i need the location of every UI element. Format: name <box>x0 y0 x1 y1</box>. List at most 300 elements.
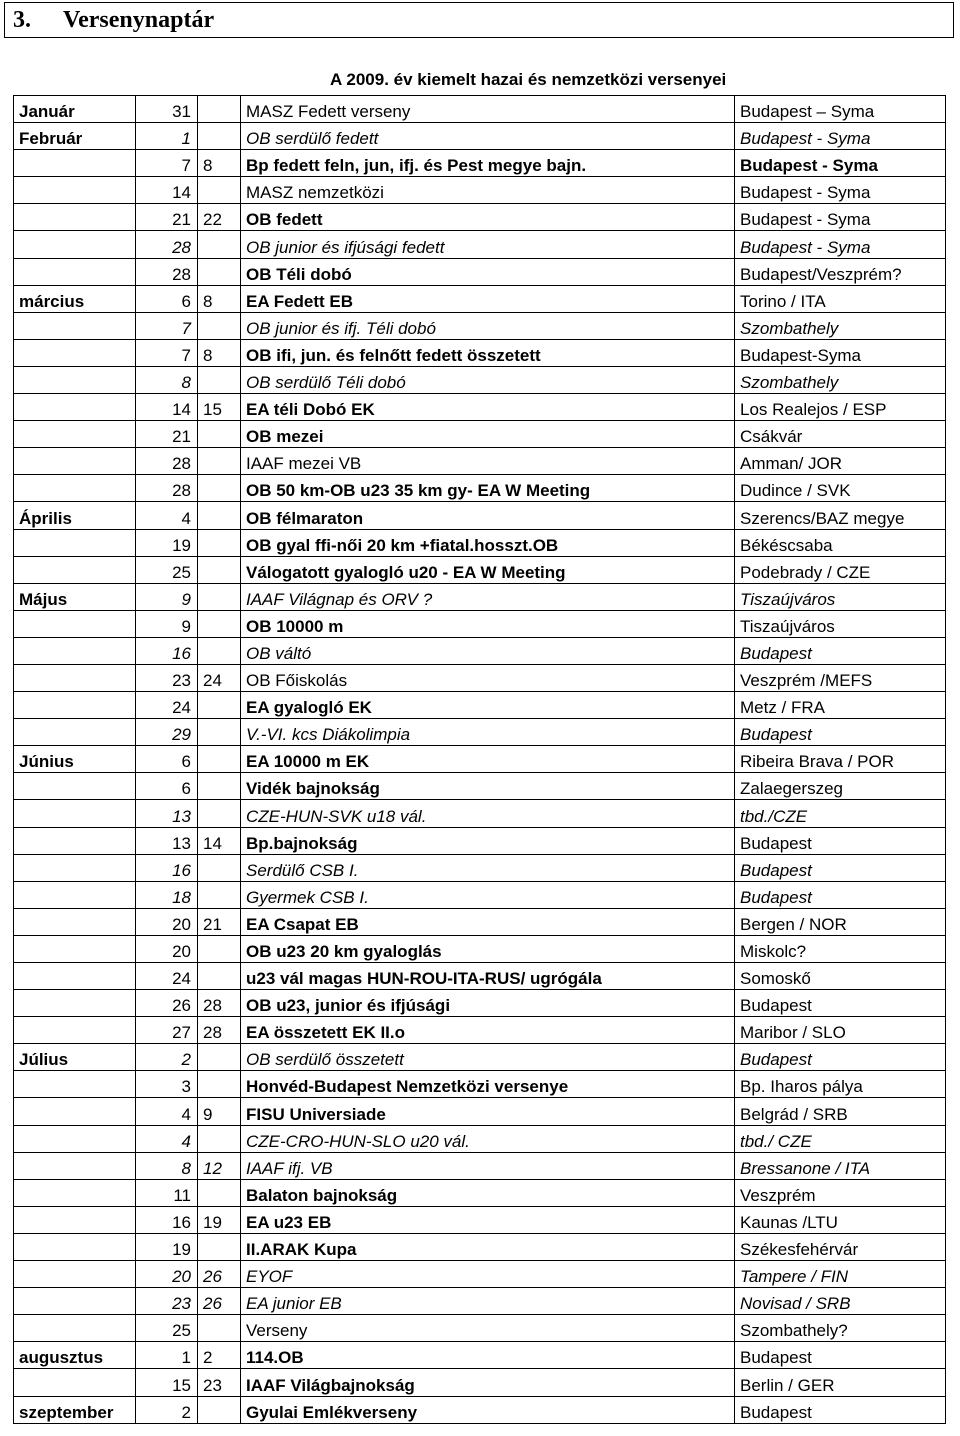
event-name-cell: OB serdülő összetett <box>241 1044 735 1071</box>
event-name-cell: Bp fedett feln, jun, ifj. és Pest megye bajn. <box>241 150 735 177</box>
location-cell: Budapest <box>735 1396 946 1423</box>
month-cell <box>14 1288 136 1315</box>
location-cell: Maribor / SLO <box>735 1017 946 1044</box>
end-day-cell <box>198 583 241 610</box>
start-day-cell: 4 <box>136 1125 198 1152</box>
end-day-cell <box>198 475 241 502</box>
calendar-row <box>14 204 946 231</box>
month-cell <box>14 881 136 908</box>
month-cell <box>14 1152 136 1179</box>
calendar-row <box>14 448 946 475</box>
event-name-cell: OB fedett <box>241 204 735 231</box>
month-cell <box>14 529 136 556</box>
end-day-cell: 15 <box>198 394 241 421</box>
start-day-cell: 24 <box>136 963 198 990</box>
end-day-cell <box>198 637 241 664</box>
location-cell: Budapest <box>735 719 946 746</box>
calendar-row <box>14 1071 946 1098</box>
start-day-cell: 2 <box>136 1396 198 1423</box>
calendar-row <box>14 421 946 448</box>
calendar-row <box>14 610 946 637</box>
calendar-row <box>14 1315 946 1342</box>
location-cell: Budapest-Syma <box>735 339 946 366</box>
start-day-cell: 7 <box>136 150 198 177</box>
month-cell <box>14 1233 136 1260</box>
month-cell <box>14 963 136 990</box>
start-day-cell: 13 <box>136 827 198 854</box>
section-title: Versenynaptár <box>63 7 215 33</box>
end-day-cell: 9 <box>198 1098 241 1125</box>
start-day-cell: 23 <box>136 1288 198 1315</box>
calendar-row <box>14 366 946 393</box>
event-name-cell: Gyermek CSB I. <box>241 881 735 908</box>
end-day-cell <box>198 1233 241 1260</box>
start-day-cell: 14 <box>136 394 198 421</box>
end-day-cell <box>198 123 241 150</box>
end-day-cell <box>198 502 241 529</box>
start-day-cell: 6 <box>136 773 198 800</box>
location-cell: Szerencs/BAZ megye <box>735 502 946 529</box>
month-cell <box>14 610 136 637</box>
end-day-cell: 22 <box>198 204 241 231</box>
start-day-cell: 23 <box>136 664 198 691</box>
end-day-cell: 8 <box>198 339 241 366</box>
calendar-row <box>14 285 946 312</box>
location-cell: Szombathely? <box>735 1315 946 1342</box>
end-day-cell <box>198 881 241 908</box>
location-cell: Bressanone / ITA <box>735 1152 946 1179</box>
location-cell: Budapest - Syma <box>735 204 946 231</box>
location-cell: Budapest <box>735 637 946 664</box>
event-name-cell: u23 vál magas HUN-ROU-ITA-RUS/ ugrógála <box>241 963 735 990</box>
end-day-cell <box>198 1125 241 1152</box>
location-cell: Szombathely <box>735 366 946 393</box>
calendar-row <box>14 394 946 421</box>
event-name-cell: OB junior és ifjúsági fedett <box>241 231 735 258</box>
month-cell <box>14 827 136 854</box>
start-day-cell: 19 <box>136 1233 198 1260</box>
start-day-cell: 28 <box>136 231 198 258</box>
location-cell: Budapest <box>735 990 946 1017</box>
start-day-cell: 16 <box>136 637 198 664</box>
event-name-cell: II.ARAK Kupa <box>241 1233 735 1260</box>
event-name-cell: IAAF Világbajnokság <box>241 1369 735 1396</box>
calendar-row <box>14 746 946 773</box>
end-day-cell: 26 <box>198 1288 241 1315</box>
event-name-cell: EA u23 EB <box>241 1206 735 1233</box>
calendar-row <box>14 1179 946 1206</box>
location-cell: Miskolc? <box>735 935 946 962</box>
location-cell: Tiszaújváros <box>735 610 946 637</box>
event-name-cell: OB 50 km-OB u23 35 km gy- EA W Meeting <box>241 475 735 502</box>
calendar-row <box>14 881 946 908</box>
start-day-cell: 18 <box>136 881 198 908</box>
event-name-cell: Verseny <box>241 1315 735 1342</box>
start-day-cell: 11 <box>136 1179 198 1206</box>
end-day-cell: 23 <box>198 1369 241 1396</box>
calendar-row <box>14 258 946 285</box>
end-day-cell: 8 <box>198 150 241 177</box>
event-name-cell: Bp.bajnokság <box>241 827 735 854</box>
location-cell: Békéscsaba <box>735 529 946 556</box>
calendar-row <box>14 1044 946 1071</box>
month-cell <box>14 1315 136 1342</box>
calendar-row <box>14 800 946 827</box>
calendar-body <box>14 96 946 1424</box>
calendar-row <box>14 123 946 150</box>
location-cell: Amman/ JOR <box>735 448 946 475</box>
end-day-cell: 28 <box>198 990 241 1017</box>
calendar-row <box>14 556 946 583</box>
location-cell: Budapest <box>735 827 946 854</box>
month-cell <box>14 990 136 1017</box>
location-cell: Budapest - Syma <box>735 123 946 150</box>
start-day-cell: 24 <box>136 692 198 719</box>
end-day-cell <box>198 448 241 475</box>
month-cell <box>14 1261 136 1288</box>
start-day-cell: 1 <box>136 123 198 150</box>
end-day-cell <box>198 800 241 827</box>
location-cell: Budapest <box>735 1044 946 1071</box>
calendar-row <box>14 312 946 339</box>
calendar-row <box>14 1098 946 1125</box>
end-day-cell: 26 <box>198 1261 241 1288</box>
month-cell <box>14 1179 136 1206</box>
end-day-cell <box>198 421 241 448</box>
start-day-cell: 15 <box>136 1369 198 1396</box>
event-name-cell: IAAF ifj. VB <box>241 1152 735 1179</box>
end-day-cell <box>198 692 241 719</box>
start-day-cell: 21 <box>136 421 198 448</box>
location-cell: Torino / ITA <box>735 285 946 312</box>
calendar-row <box>14 339 946 366</box>
event-name-cell: OB Téli dobó <box>241 258 735 285</box>
month-cell: Február <box>14 123 136 150</box>
event-name-cell: V.-VI. kcs Diákolimpia <box>241 719 735 746</box>
start-day-cell: 20 <box>136 935 198 962</box>
end-day-cell: 24 <box>198 664 241 691</box>
start-day-cell: 4 <box>136 502 198 529</box>
month-cell <box>14 177 136 204</box>
end-day-cell <box>198 366 241 393</box>
month-cell <box>14 556 136 583</box>
location-cell: Podebrady / CZE <box>735 556 946 583</box>
start-day-cell: 25 <box>136 1315 198 1342</box>
event-name-cell: EA junior EB <box>241 1288 735 1315</box>
month-cell <box>14 773 136 800</box>
end-day-cell: 12 <box>198 1152 241 1179</box>
event-name-cell: IAAF Világnap és ORV ? <box>241 583 735 610</box>
calendar-row <box>14 1261 946 1288</box>
end-day-cell <box>198 963 241 990</box>
end-day-cell <box>198 1071 241 1098</box>
location-cell: Csákvár <box>735 421 946 448</box>
section-heading <box>4 2 954 38</box>
location-cell: Budapest <box>735 854 946 881</box>
end-day-cell <box>198 529 241 556</box>
calendar-row <box>14 177 946 204</box>
start-day-cell: 20 <box>136 908 198 935</box>
location-cell: Zalaegerszeg <box>735 773 946 800</box>
event-name-cell: EA 10000 m EK <box>241 746 735 773</box>
event-name-cell: CZE-CRO-HUN-SLO u20 vál. <box>241 1125 735 1152</box>
event-name-cell: EA összetett EK II.o <box>241 1017 735 1044</box>
end-day-cell <box>198 96 241 123</box>
end-day-cell <box>198 1315 241 1342</box>
location-cell: Metz / FRA <box>735 692 946 719</box>
calendar-row <box>14 1369 946 1396</box>
location-cell: Tampere / FIN <box>735 1261 946 1288</box>
start-day-cell: 6 <box>136 746 198 773</box>
calendar-subtitle: A 2009. év kiemelt hazai és nemzetközi versenyei <box>330 70 727 89</box>
end-day-cell <box>198 773 241 800</box>
month-cell <box>14 339 136 366</box>
calendar-row <box>14 502 946 529</box>
month-cell <box>14 1071 136 1098</box>
end-day-cell <box>198 719 241 746</box>
location-cell: Bergen / NOR <box>735 908 946 935</box>
end-day-cell <box>198 312 241 339</box>
start-day-cell: 16 <box>136 1206 198 1233</box>
month-cell <box>14 908 136 935</box>
month-cell <box>14 150 136 177</box>
end-day-cell <box>198 854 241 881</box>
location-cell: Budapest - Syma <box>735 150 946 177</box>
month-cell: Június <box>14 746 136 773</box>
location-cell: Ribeira Brava / POR <box>735 746 946 773</box>
location-cell: Budapest/Veszprém? <box>735 258 946 285</box>
calendar-row <box>14 96 946 123</box>
event-name-cell: EA Fedett EB <box>241 285 735 312</box>
month-cell <box>14 854 136 881</box>
calendar-row <box>14 1342 946 1369</box>
month-cell: szeptember <box>14 1396 136 1423</box>
event-name-cell: EYOF <box>241 1261 735 1288</box>
month-cell: március <box>14 285 136 312</box>
end-day-cell: 2 <box>198 1342 241 1369</box>
month-cell <box>14 1017 136 1044</box>
calendar-row <box>14 963 946 990</box>
start-day-cell: 28 <box>136 258 198 285</box>
event-name-cell: CZE-HUN-SVK u18 vál. <box>241 800 735 827</box>
month-cell: augusztus <box>14 1342 136 1369</box>
event-name-cell: FISU Universiade <box>241 1098 735 1125</box>
start-day-cell: 28 <box>136 448 198 475</box>
calendar-row <box>14 935 946 962</box>
location-cell: Bp. Iharos pálya <box>735 1071 946 1098</box>
calendar-row <box>14 1125 946 1152</box>
start-day-cell: 28 <box>136 475 198 502</box>
start-day-cell: 6 <box>136 285 198 312</box>
end-day-cell: 28 <box>198 1017 241 1044</box>
calendar-row <box>14 719 946 746</box>
calendar-row <box>14 1206 946 1233</box>
month-cell <box>14 719 136 746</box>
start-day-cell: 31 <box>136 96 198 123</box>
start-day-cell: 21 <box>136 204 198 231</box>
month-cell <box>14 231 136 258</box>
calendar-row <box>14 1017 946 1044</box>
calendar-row <box>14 475 946 502</box>
end-day-cell: 21 <box>198 908 241 935</box>
location-cell: Budapest - Syma <box>735 177 946 204</box>
start-day-cell: 26 <box>136 990 198 1017</box>
calendar-row <box>14 908 946 935</box>
start-day-cell: 20 <box>136 1261 198 1288</box>
location-cell: Belgrád / SRB <box>735 1098 946 1125</box>
month-cell <box>14 800 136 827</box>
event-name-cell: Gyulai Emlékverseny <box>241 1396 735 1423</box>
month-cell <box>14 312 136 339</box>
event-name-cell: OB mezei <box>241 421 735 448</box>
event-name-cell: OB u23, junior és ifjúsági <box>241 990 735 1017</box>
start-day-cell: 4 <box>136 1098 198 1125</box>
start-day-cell: 9 <box>136 583 198 610</box>
start-day-cell: 8 <box>136 1152 198 1179</box>
start-day-cell: 16 <box>136 854 198 881</box>
event-name-cell: MASZ Fedett verseny <box>241 96 735 123</box>
start-day-cell: 9 <box>136 610 198 637</box>
location-cell: Szombathely <box>735 312 946 339</box>
calendar-row <box>14 990 946 1017</box>
start-day-cell: 29 <box>136 719 198 746</box>
location-cell: Berlin / GER <box>735 1369 946 1396</box>
calendar-row <box>14 1288 946 1315</box>
calendar-row <box>14 231 946 258</box>
event-name-cell: OB serdülő Téli dobó <box>241 366 735 393</box>
month-cell <box>14 1206 136 1233</box>
event-name-cell: EA téli Dobó EK <box>241 394 735 421</box>
location-cell: Budapest <box>735 1342 946 1369</box>
start-day-cell: 1 <box>136 1342 198 1369</box>
section-number: 3. <box>13 7 31 33</box>
calendar-row <box>14 529 946 556</box>
start-day-cell: 19 <box>136 529 198 556</box>
end-day-cell <box>198 746 241 773</box>
event-name-cell: OB félmaraton <box>241 502 735 529</box>
location-cell: Dudince / SVK <box>735 475 946 502</box>
month-cell <box>14 448 136 475</box>
end-day-cell: 19 <box>198 1206 241 1233</box>
calendar-row <box>14 1396 946 1423</box>
event-name-cell: OB váltó <box>241 637 735 664</box>
location-cell: tbd./CZE <box>735 800 946 827</box>
event-name-cell: OB Főiskolás <box>241 664 735 691</box>
calendar-row <box>14 827 946 854</box>
start-day-cell: 25 <box>136 556 198 583</box>
end-day-cell <box>198 1396 241 1423</box>
event-calendar-table <box>13 95 946 1424</box>
end-day-cell <box>198 1179 241 1206</box>
event-name-cell: OB gyal ffi-női 20 km +fiatal.hosszt.OB <box>241 529 735 556</box>
calendar-row <box>14 637 946 664</box>
start-day-cell: 8 <box>136 366 198 393</box>
month-cell <box>14 1369 136 1396</box>
location-cell: Kaunas /LTU <box>735 1206 946 1233</box>
end-day-cell: 14 <box>198 827 241 854</box>
month-cell <box>14 258 136 285</box>
calendar-row <box>14 1152 946 1179</box>
month-cell <box>14 366 136 393</box>
location-cell: Budapest <box>735 881 946 908</box>
end-day-cell <box>198 1044 241 1071</box>
calendar-row <box>14 1233 946 1260</box>
event-name-cell: Válogatott gyalogló u20 - EA W Meeting <box>241 556 735 583</box>
month-cell <box>14 935 136 962</box>
calendar-row <box>14 692 946 719</box>
location-cell: Novisad / SRB <box>735 1288 946 1315</box>
event-name-cell: MASZ nemzetközi <box>241 177 735 204</box>
event-name-cell: Vidék bajnokság <box>241 773 735 800</box>
location-cell: Veszprém <box>735 1179 946 1206</box>
month-cell: Április <box>14 502 136 529</box>
month-cell <box>14 1098 136 1125</box>
month-cell <box>14 637 136 664</box>
calendar-row <box>14 583 946 610</box>
end-day-cell <box>198 935 241 962</box>
start-day-cell: 3 <box>136 1071 198 1098</box>
event-name-cell: Serdülő CSB I. <box>241 854 735 881</box>
month-cell <box>14 1125 136 1152</box>
month-cell <box>14 664 136 691</box>
end-day-cell <box>198 177 241 204</box>
month-cell <box>14 421 136 448</box>
location-cell: Székesfehérvár <box>735 1233 946 1260</box>
event-name-cell: OB 10000 m <box>241 610 735 637</box>
month-cell <box>14 204 136 231</box>
location-cell: Budapest - Syma <box>735 231 946 258</box>
event-name-cell: 114.OB <box>241 1342 735 1369</box>
location-cell: Somoskő <box>735 963 946 990</box>
end-day-cell: 8 <box>198 285 241 312</box>
month-cell <box>14 692 136 719</box>
event-name-cell: Honvéd-Budapest Nemzetközi versenye <box>241 1071 735 1098</box>
month-cell: Május <box>14 583 136 610</box>
end-day-cell <box>198 231 241 258</box>
start-day-cell: 2 <box>136 1044 198 1071</box>
event-name-cell: Balaton bajnokság <box>241 1179 735 1206</box>
start-day-cell: 27 <box>136 1017 198 1044</box>
start-day-cell: 13 <box>136 800 198 827</box>
location-cell: Los Realejos / ESP <box>735 394 946 421</box>
start-day-cell: 7 <box>136 312 198 339</box>
event-name-cell: OB junior és ifj. Téli dobó <box>241 312 735 339</box>
location-cell: tbd./ CZE <box>735 1125 946 1152</box>
event-name-cell: IAAF mezei VB <box>241 448 735 475</box>
start-day-cell: 14 <box>136 177 198 204</box>
event-name-cell: OB serdülő fedett <box>241 123 735 150</box>
month-cell <box>14 475 136 502</box>
calendar-row <box>14 664 946 691</box>
month-cell <box>14 394 136 421</box>
event-name-cell: EA gyalogló EK <box>241 692 735 719</box>
end-day-cell <box>198 556 241 583</box>
start-day-cell: 7 <box>136 339 198 366</box>
calendar-row <box>14 150 946 177</box>
calendar-row <box>14 854 946 881</box>
event-name-cell: OB u23 20 km gyaloglás <box>241 935 735 962</box>
month-cell: Január <box>14 96 136 123</box>
end-day-cell <box>198 610 241 637</box>
location-cell: Tiszaújváros <box>735 583 946 610</box>
calendar-row <box>14 773 946 800</box>
event-name-cell: EA Csapat EB <box>241 908 735 935</box>
month-cell: Július <box>14 1044 136 1071</box>
location-cell: Budapest – Syma <box>735 96 946 123</box>
location-cell: Veszprém /MEFS <box>735 664 946 691</box>
end-day-cell <box>198 258 241 285</box>
event-name-cell: OB ifi, jun. és felnőtt fedett összetett <box>241 339 735 366</box>
